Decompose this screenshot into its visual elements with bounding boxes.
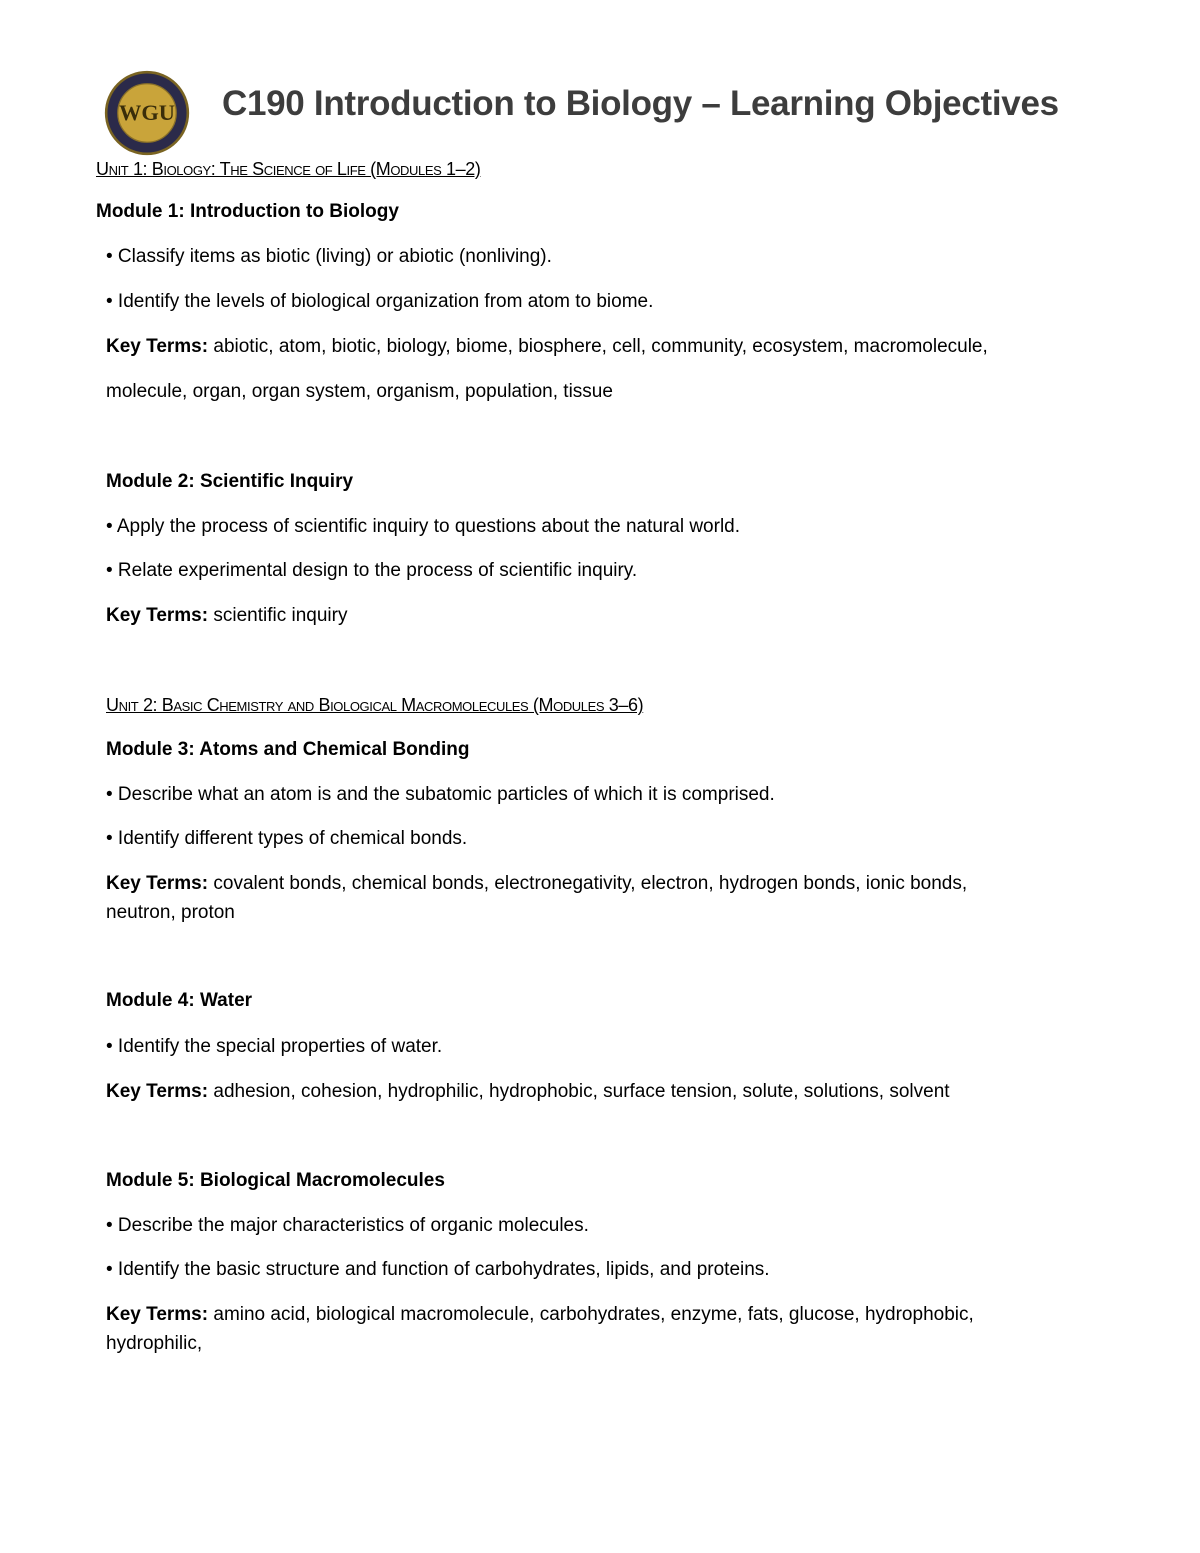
- key-terms-list: abiotic, atom, biotic, biology, biome, biosphere, cell, community, ecosystem, macromolecule,: [213, 336, 988, 357]
- module-5-key-terms: [106, 1303, 974, 1327]
- module-5-bullet: • Identify the basic structure and function of carbohydrates, lipids, and proteins.: [106, 1259, 770, 1280]
- key-terms-label: Key Terms:: [106, 336, 209, 357]
- module-2-key-terms: [106, 604, 347, 628]
- module-2-title: Module 2: Scientific Inquiry: [106, 471, 354, 492]
- logo-letters: WGU: [119, 99, 175, 125]
- page-title: C190 Introduction to Biology – Learning Objectives: [222, 84, 1059, 123]
- module-3-title: Module 3: Atoms and Chemical Bonding: [106, 739, 470, 760]
- module-5-bullet: • Describe the major characteristics of organic molecules.: [106, 1215, 589, 1236]
- module-3-key-terms: [106, 872, 967, 896]
- module-2-bullet: • Apply the process of scientific inquiry to questions about the natural world.: [106, 516, 741, 537]
- module-1-title: Module 1: Introduction to Biology: [96, 201, 399, 222]
- module-4-title: Module 4: Water: [106, 990, 253, 1011]
- module-3-bullet: • Identify different types of chemical bonds.: [106, 828, 468, 849]
- wgu-seal-logo-icon: [104, 70, 190, 156]
- module-1-bullet: • Identify the levels of biological organization from atom to biome.: [106, 291, 654, 312]
- module-2-bullet: • Relate experimental design to the process of scientific inquiry.: [106, 560, 638, 581]
- key-terms-list: covalent bonds, chemical bonds, electronegativity, electron, hydrogen bonds, ionic bonds,: [213, 873, 968, 894]
- key-terms-label: Key Terms:: [106, 873, 209, 894]
- module-5-key-terms-continued: hydrophilic,: [106, 1333, 203, 1354]
- key-terms-label: Key Terms:: [106, 605, 209, 626]
- key-terms-label: Key Terms:: [106, 1081, 209, 1102]
- module-3-bullet: • Describe what an atom is and the subatomic particles of which it is comprised.: [106, 784, 775, 805]
- module-4-bullet: • Identify the special properties of water.: [106, 1036, 443, 1057]
- module-4-key-terms: [106, 1080, 950, 1104]
- module-1-bullet: • Classify items as biotic (living) or abiotic (nonliving).: [106, 246, 552, 267]
- module-1-key-terms: [106, 335, 988, 359]
- key-terms-list: adhesion, cohesion, hydrophilic, hydrophobic, surface tension, solute, solutions, solvent: [213, 1081, 950, 1102]
- key-terms-label: Key Terms:: [106, 1304, 209, 1325]
- key-terms-list: scientific inquiry: [213, 605, 348, 626]
- unit-1-heading: Unit 1: Biology: The Science of Life (Modules 1–2): [96, 159, 481, 179]
- module-5-title: Module 5: Biological Macromolecules: [106, 1170, 445, 1191]
- unit-2-heading: Unit 2: Basic Chemistry and Biological Macromolecules (Modules 3–6): [106, 695, 644, 715]
- module-3-key-terms-continued: neutron, proton: [106, 902, 235, 923]
- key-terms-list: amino acid, biological macromolecule, carbohydrates, enzyme, fats, glucose, hydrophobic,: [213, 1304, 974, 1325]
- module-1-key-terms-continued: molecule, organ, organ system, organism, population, tissue: [106, 381, 613, 402]
